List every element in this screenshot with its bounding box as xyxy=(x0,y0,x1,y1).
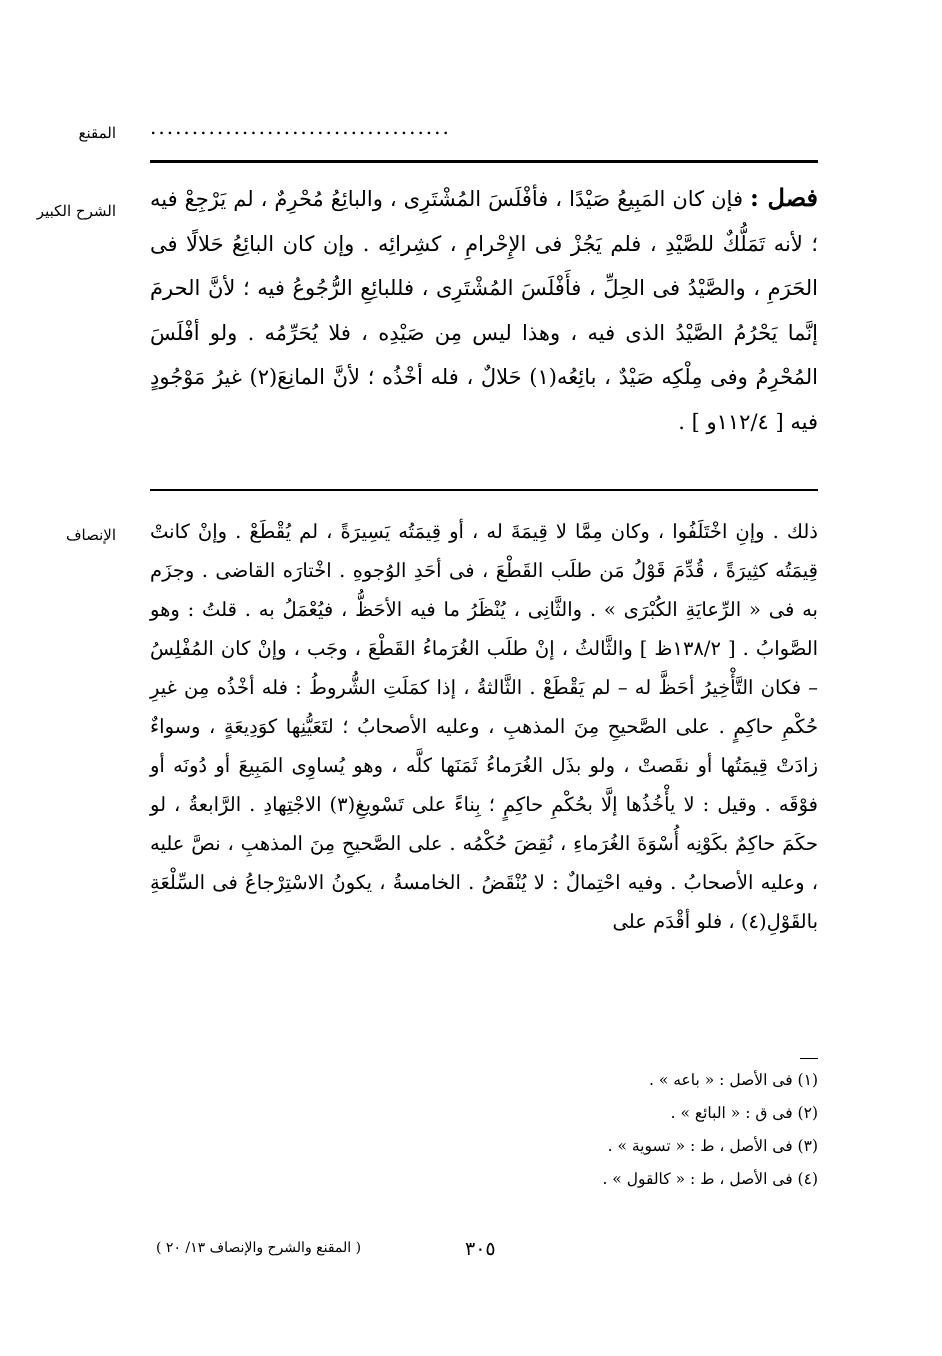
sharh-paragraph xyxy=(150,176,818,444)
footnote-4: (٤) فى الأصل ، ط : « كالقول » . xyxy=(602,1170,818,1188)
insaf-text: ذلك . وإنِ اخْتَلَفُوا ، وكان مِمَّا لا قِيمَةَ له ، أو قِيمَتُه يَسِيرَةً ، لم يُقْطَعْ . وإنْ كانتْ قِيمَتُه كثِيرَةً ، قُدِّمَ قَوْلُ مَن طلَب القَطْعَ ، فى أحَدِ الوُجوهِ . اخْتارَه القاضى . وجزَم به فى « الرِّعايَةِ الكُبْرَى » . والثَّانِى ، يُنْظَرُ ما فيه الأحَظُّ ، فيُعْمَلُ به . قلتُ : وهو الصَّوابُ . [ ١٣٨/٢ظ ] والثَّالثُ ، إنْ طلَب الغُرَماءُ القَطْعَ ، وجَب ، وإنْ كان المُفْلِسُ – فكان التَّأْخِيرُ أحَظَّ له – لم يَقْطَعْ . الثَّالثةُ ، إذا كمَلَتِ الشُّروطُ : فله أخْذُه مِن غيرِ حُكْمِ حاكِمٍ . على الصَّحيحِ مِنَ المذهبِ ، وعليه الأصحابُ ؛ لتَعَيُّنِها كوَدِيعَةٍ ، وسواءٌ زادَتْ قِيمَتُها أو نقَصتْ ، ولو بذَل الغُرَماءُ ثَمَنَها كلَّه ، وهو يُساوِى المَبِيعَ أو دُونَه أو فوْقَه . وقيل : لا يأْخُذُها إلَّا بحُكْمِ حاكِمٍ ؛ بِناءً على تَسْويغِ(٣) الاجْتِهادِ . الرَّابعةُ ، لو حكَمَ حاكِمٌ بكَوْنِه أُسْوَةَ الغُرَماءِ ، نُقِضَ حُكْمُه . على الصَّحيحِ مِنَ المذهبِ ، نصَّ عليه ، وعليه الأصحابُ . وفيه احْتِمالٌ : لا يُنْقَضُ . الخامسةُ ، يكونُ الاسْتِرْجاعُ فى السِّلْعَةِ بالقَوْلِ(٤) ، فلو أقْدَم على xyxy=(150,520,818,933)
footnote-3: (٣) فى الأصل ، ط : « تسوية » . xyxy=(607,1137,818,1155)
sharh-side-label: الشرح الكبير xyxy=(36,202,116,220)
section-divider xyxy=(150,489,818,491)
running-title: المقنع xyxy=(78,124,116,142)
sharh-lead-word: فصل : xyxy=(749,183,818,212)
insaf-side-label: الإنصاف xyxy=(65,526,116,544)
footnotes xyxy=(602,1064,818,1196)
header-dot-leader: .................................... xyxy=(150,115,451,139)
sharh-text: فإن كان المَبِيعُ صَيْدًا ، فأفْلَسَ المُشْتَرِى ، والبائِعُ مُحْرِمٌ ، لم يَرْجِعْ فيه ؛ لأنه تَمَلُّكٌ للصَّيْدِ ، فلم يَجُزْ فى الإِحْرامِ ، كشِرائِه . وإن كان البائِعُ حَلالًا فى الحَرَمِ ، والصَّيْدُ فى الحِلِّ ، فأَفْلَسَ المُشْتَرِى ، فللبائِعِ الرُّجُوعُ فيه ؛ لأنَّ الحرمَ إنَّما يَحْرُمُ الصَّيْدُ الذى فيه ، وهذا ليس مِن صَيْدِه ، فلا يُحَرِّمُه . ولو أفْلَسَ المُحْرِمُ وفى مِلْكِه صَيْدٌ ، بائِعُه(١) حَلالٌ ، فله أخْذُه ؛ لأنَّ المانِعَ(٢) غيرُ مَوْجُودٍ فيه [ ١١٢/٤و ] . xyxy=(150,187,818,434)
footnote-2: (٢) فى ق : « البائع » . xyxy=(670,1104,818,1122)
series-reference: ( المقنع والشرح والإنصاف ١٣/ ٢٠ ) xyxy=(156,1240,362,1256)
insaf-paragraph xyxy=(150,512,818,941)
footnote-1: (١) فى الأصل : « باعه » . xyxy=(648,1071,818,1089)
page-number: ٣٠٥ xyxy=(465,1238,496,1260)
footnote-rule xyxy=(800,1058,818,1059)
header-rule xyxy=(150,160,818,163)
